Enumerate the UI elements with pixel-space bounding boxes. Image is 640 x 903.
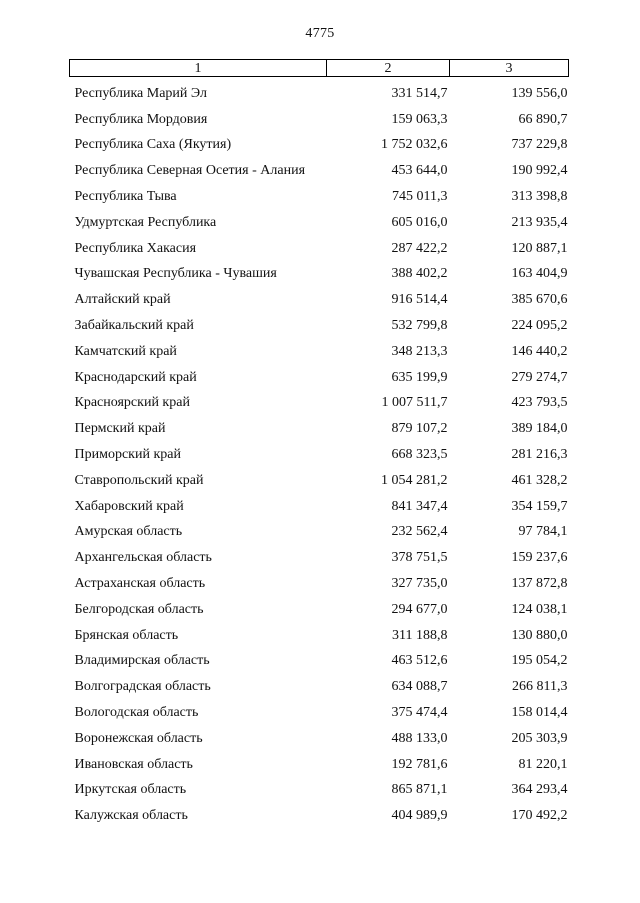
value-col2-cell: 453 644,0 — [391, 163, 448, 179]
table-row — [70, 774, 569, 800]
value-col3-cell: 423 793,5 — [511, 395, 568, 411]
value-col3-cell: 158 014,4 — [511, 704, 568, 720]
region-name-cell: Белгородская область — [74, 601, 204, 617]
value-col2-cell: 294 677,0 — [391, 601, 448, 617]
value-col2-cell: 879 107,2 — [391, 421, 448, 437]
table-row — [70, 567, 569, 593]
value-col3-cell: 190 992,4 — [511, 163, 568, 179]
region-name-cell: Ивановская область — [74, 756, 193, 772]
table-row — [70, 645, 569, 671]
column-header-3: 3 — [450, 60, 569, 77]
value-col2-cell: 1 752 032,6 — [381, 137, 448, 153]
value-col3-cell: 461 328,2 — [511, 472, 568, 488]
value-col2-cell: 916 514,4 — [391, 292, 448, 308]
region-name-cell: Камчатский край — [74, 343, 177, 359]
table-header — [70, 60, 569, 77]
value-col2-cell: 841 347,4 — [391, 498, 448, 514]
value-col3-cell: 354 159,7 — [511, 498, 568, 514]
region-name-cell: Приморский край — [74, 446, 181, 462]
table-row — [70, 77, 569, 103]
region-name-cell: Республика Хакасия — [74, 240, 197, 256]
value-col3-cell: 120 887,1 — [511, 240, 568, 256]
table-row — [70, 541, 569, 567]
table-row — [70, 696, 569, 722]
value-col3-cell: 195 054,2 — [511, 653, 568, 669]
value-col2-cell: 463 512,6 — [391, 653, 448, 669]
value-col2-cell: 331 514,7 — [391, 85, 448, 101]
region-name-cell: Республика Тыва — [74, 188, 177, 204]
table-row — [70, 258, 569, 284]
region-name-cell: Республика Саха (Якутия) — [74, 137, 232, 153]
table-row — [70, 387, 569, 413]
region-name-cell: Архангельская область — [74, 550, 212, 566]
region-name-cell: Волгоградская область — [74, 679, 211, 695]
value-col3-cell: 224 095,2 — [511, 317, 568, 333]
region-name-cell: Иркутская область — [74, 782, 187, 798]
value-col3-cell: 159 237,6 — [511, 550, 568, 566]
value-col3-cell: 313 398,8 — [511, 188, 568, 204]
value-col2-cell: 192 781,6 — [391, 756, 448, 772]
table-row — [70, 619, 569, 645]
region-name-cell: Владимирская область — [74, 653, 210, 669]
value-col2-cell: 404 989,9 — [391, 808, 448, 824]
value-col2-cell: 287 422,2 — [391, 240, 448, 256]
table-row — [70, 516, 569, 542]
value-col3-cell: 266 811,3 — [512, 679, 568, 695]
region-name-cell: Алтайский край — [74, 292, 171, 308]
value-col2-cell: 375 474,4 — [391, 704, 448, 720]
table-row — [70, 206, 569, 232]
value-col3-cell: 364 293,4 — [511, 782, 568, 798]
table-body — [70, 77, 569, 826]
value-col3-cell: 137 872,8 — [511, 575, 568, 591]
region-name-cell: Республика Марий Эл — [74, 85, 207, 101]
region-name-cell: Калужская область — [74, 808, 188, 824]
table-row — [70, 283, 569, 309]
value-col2-cell: 311 188,8 — [392, 627, 448, 643]
value-col3-cell: 170 492,2 — [511, 808, 568, 824]
value-col3-cell: 124 038,1 — [511, 601, 568, 617]
value-col2-cell: 1 007 511,7 — [381, 395, 448, 411]
value-col3-cell: 281 216,3 — [511, 446, 568, 462]
table-row — [70, 180, 569, 206]
region-name-cell: Чувашская Республика - Чувашия — [74, 266, 277, 282]
table-row — [70, 593, 569, 619]
value-col2-cell: 745 011,3 — [392, 188, 448, 204]
region-name-cell: Амурская область — [74, 524, 183, 540]
value-col3-cell: 737 229,8 — [511, 137, 568, 153]
table-row — [70, 412, 569, 438]
value-col3-cell: 385 670,6 — [511, 292, 568, 308]
value-col2-cell: 1 054 281,2 — [381, 472, 448, 488]
table-row — [70, 361, 569, 387]
header-row — [70, 60, 569, 77]
table-row — [70, 438, 569, 464]
region-name-cell: Ставропольский край — [74, 472, 204, 488]
table-row — [70, 748, 569, 774]
value-col2-cell: 232 562,4 — [391, 524, 448, 540]
table-row — [70, 154, 569, 180]
value-col2-cell: 348 213,3 — [391, 343, 448, 359]
region-name-cell: Красноярский край — [74, 395, 190, 411]
value-col2-cell: 532 799,8 — [391, 317, 448, 333]
column-header-1: 1 — [70, 60, 327, 77]
table-row — [70, 799, 569, 825]
table-row — [70, 490, 569, 516]
table-row — [70, 670, 569, 696]
table-row — [70, 309, 569, 335]
value-col3-cell: 163 404,9 — [511, 266, 568, 282]
value-col2-cell: 605 016,0 — [391, 214, 448, 230]
table-row — [70, 129, 569, 155]
region-name-cell: Воронежская область — [74, 730, 203, 746]
value-col3-cell: 213 935,4 — [511, 214, 568, 230]
value-col3-cell: 130 880,0 — [511, 627, 568, 643]
value-col3-cell: 97 784,1 — [518, 524, 568, 540]
region-name-cell: Астраханская область — [74, 575, 206, 591]
region-name-cell: Вологодская область — [74, 704, 199, 720]
table-row — [70, 335, 569, 361]
value-col3-cell: 66 890,7 — [518, 111, 568, 127]
region-name-cell: Забайкальский край — [74, 317, 194, 333]
column-header-2: 2 — [327, 60, 450, 77]
region-name-cell: Удмуртская Республика — [74, 214, 217, 230]
value-col2-cell: 865 871,1 — [391, 782, 448, 798]
table-row — [70, 464, 569, 490]
page-number: 4775 — [305, 26, 335, 41]
value-col2-cell: 378 751,5 — [391, 550, 448, 566]
region-name-cell: Хабаровский край — [74, 498, 184, 514]
value-col2-cell: 635 199,9 — [391, 369, 448, 385]
value-col3-cell: 279 274,7 — [511, 369, 568, 385]
table-row — [70, 103, 569, 129]
value-col3-cell: 81 220,1 — [518, 756, 568, 772]
value-col3-cell: 205 303,9 — [511, 730, 568, 746]
region-name-cell: Республика Северная Осетия - Алания — [74, 163, 306, 179]
region-name-cell: Пермский край — [74, 421, 166, 437]
value-col2-cell: 488 133,0 — [391, 730, 448, 746]
region-name-cell: Брянская область — [74, 627, 179, 643]
value-col2-cell: 668 323,5 — [391, 446, 448, 462]
value-col2-cell: 327 735,0 — [391, 575, 448, 591]
value-col2-cell: 159 063,3 — [391, 111, 448, 127]
value-col3-cell: 389 184,0 — [511, 421, 568, 437]
table-row — [70, 232, 569, 258]
value-col3-cell: 146 440,2 — [511, 343, 568, 359]
value-col3-cell: 139 556,0 — [511, 85, 568, 101]
region-name-cell: Краснодарский край — [74, 369, 197, 385]
data-table — [69, 59, 569, 825]
table-row — [70, 722, 569, 748]
region-name-cell: Республика Мордовия — [74, 111, 208, 127]
value-col2-cell: 634 088,7 — [391, 679, 448, 695]
value-col2-cell: 388 402,2 — [391, 266, 448, 282]
